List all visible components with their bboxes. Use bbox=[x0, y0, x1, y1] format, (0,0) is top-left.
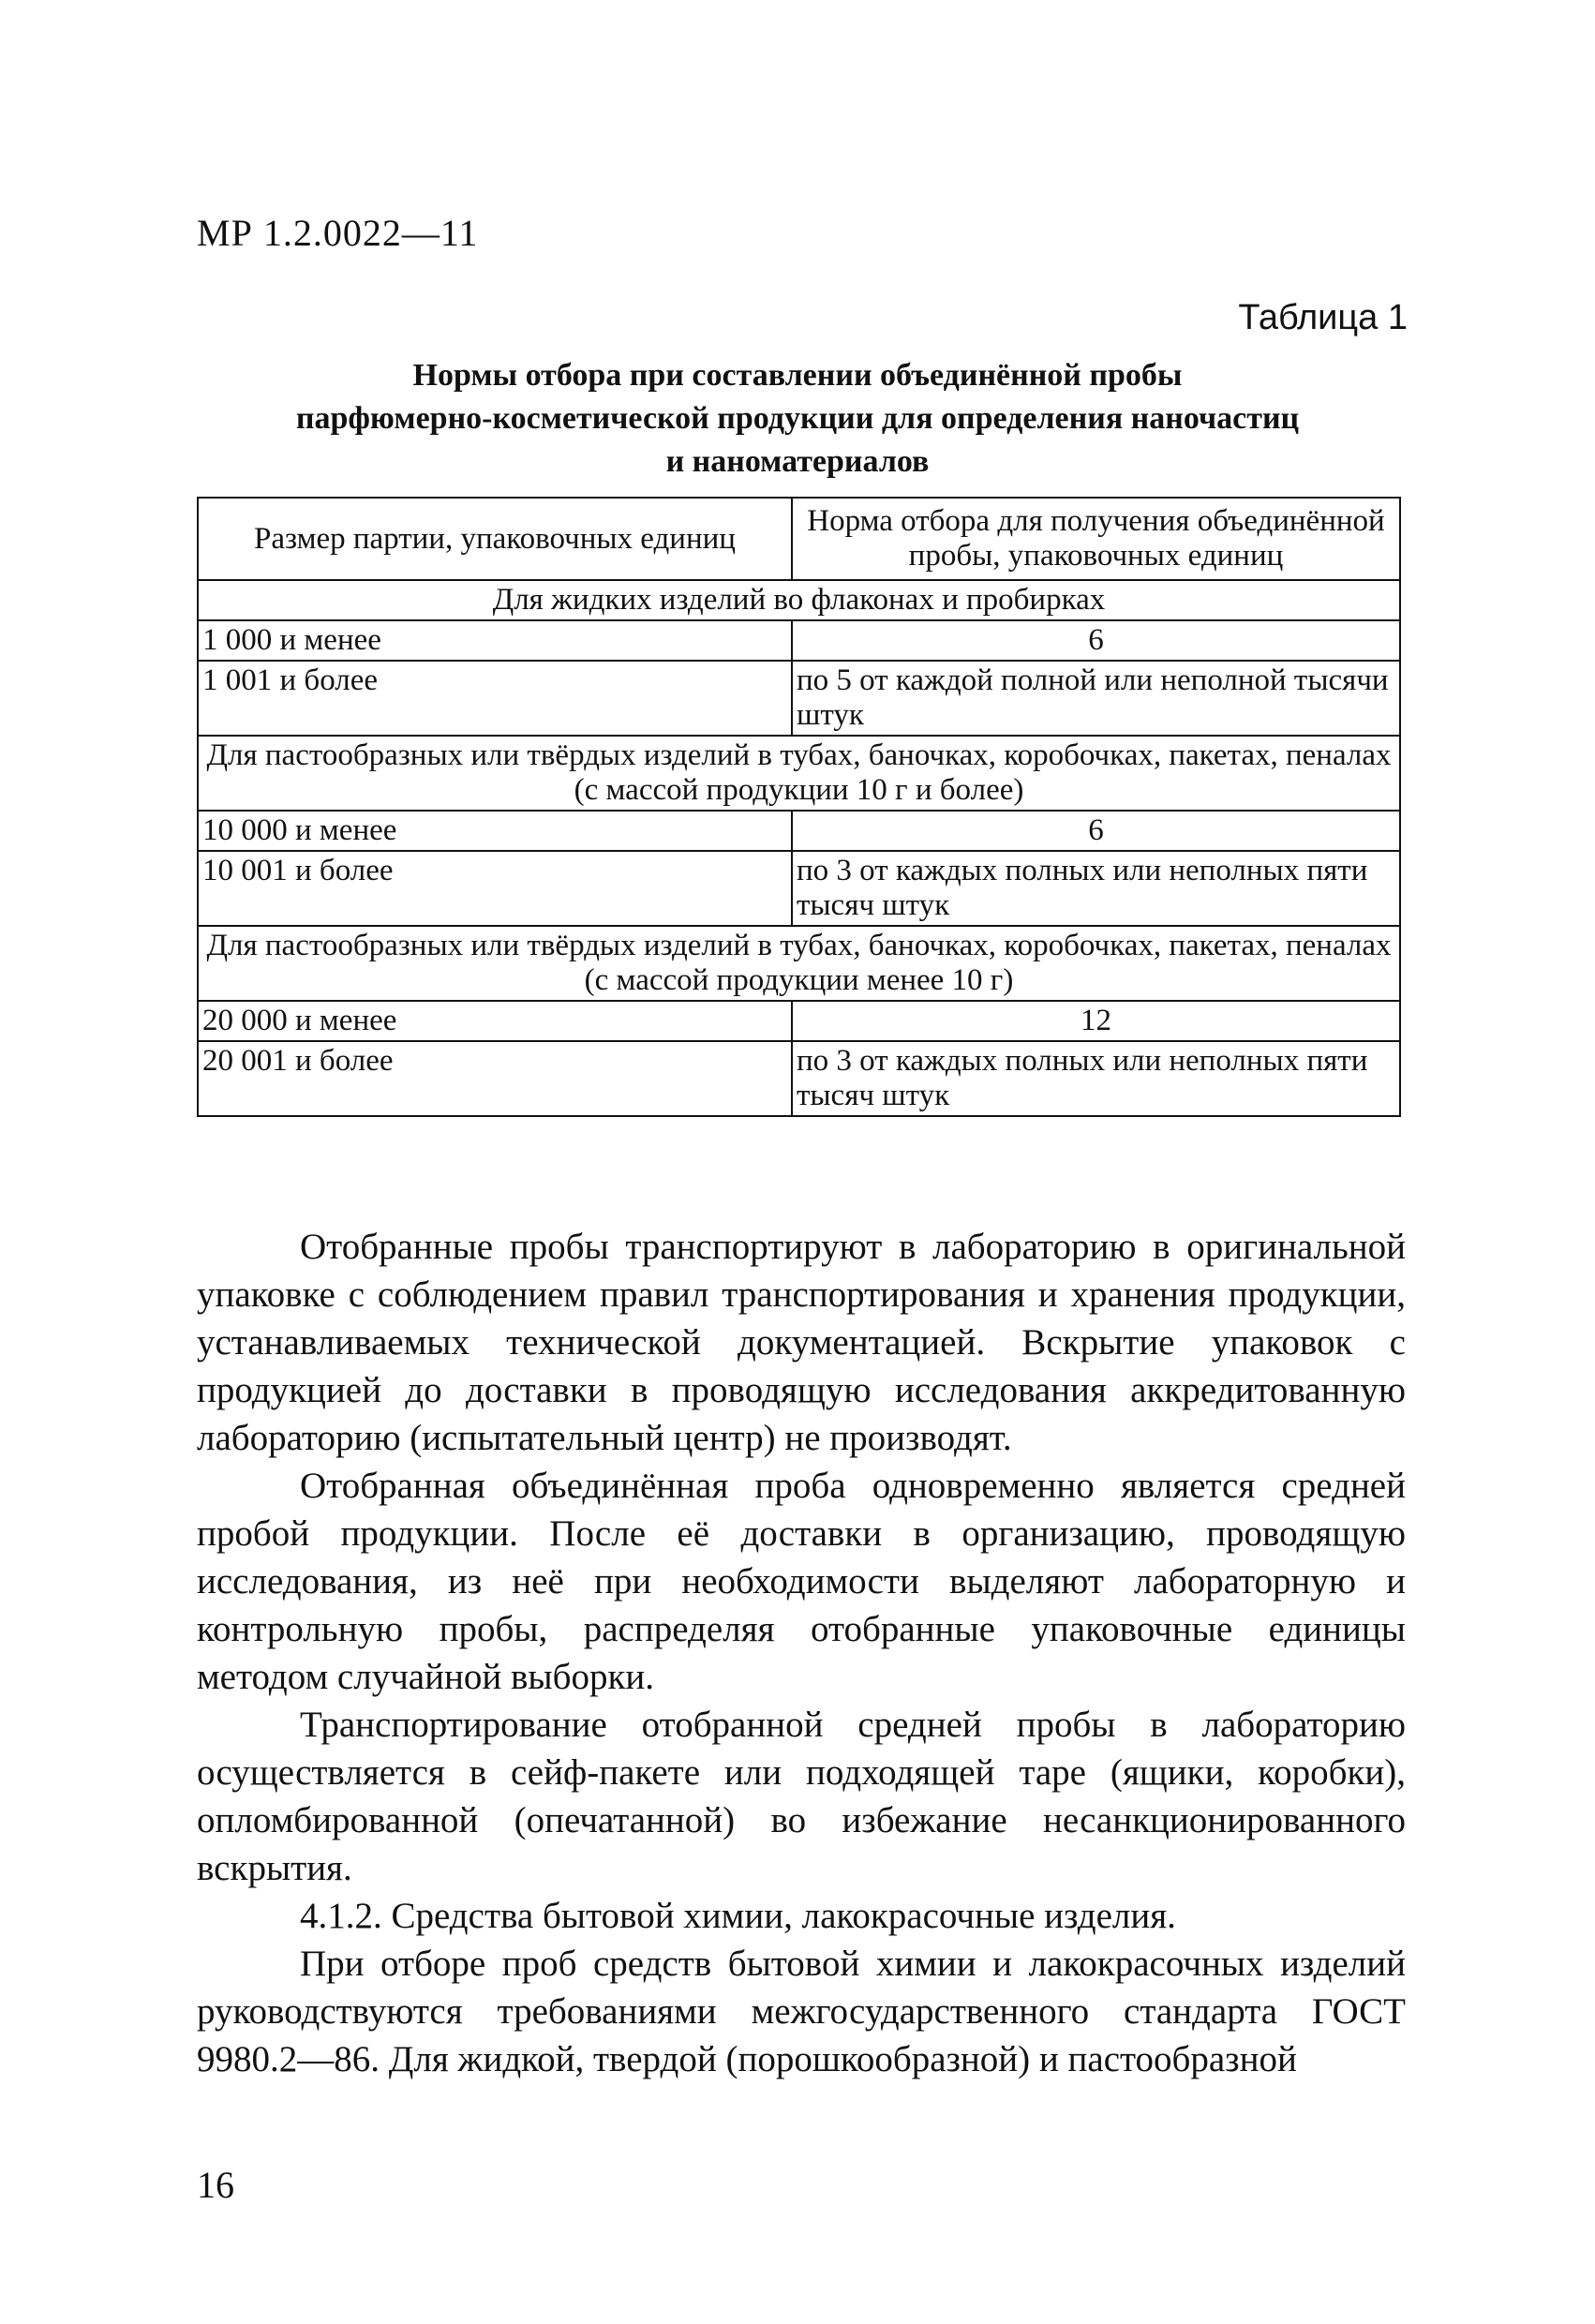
page-number: 16 bbox=[197, 2164, 234, 2206]
paragraph: При отборе проб средств бытовой химии и лакокрасочных изделий руководствуются требованиями межгосударственного стандарта ГОСТ 9980.2—86. Для жидкой, твердой (порошкообразной) и пастообразной bbox=[197, 1944, 1406, 2079]
batch-size-cell: 10 001 и более bbox=[198, 851, 792, 926]
table-title-line: парфюмерно-косметической продукции для определения наночастиц bbox=[295, 401, 1300, 436]
paragraph: Отобранные пробы транспортируют в лабораторию в оригинальной упаковке с соблюдением правил транспортирования и хранения продукции, устанавливаемых технической документацией. Вскрытие упаковок с продукцией до доставки в проводящую исследования аккредитованную лабораторию (испытательный центр) не производят. bbox=[197, 1227, 1406, 1458]
batch-size-cell: 1 001 и более bbox=[198, 661, 792, 736]
group-title-paste-heavy: Для пастообразных или твёрдых изделий в тубах, баночках, коробочках, пакетах, пеналах (с массой продукции 10 г и более) bbox=[198, 736, 1400, 811]
batch-size-cell: 10 000 и менее bbox=[198, 811, 792, 851]
sampling-norm-cell: по 5 от каждой полной или неполной тысячи штук bbox=[792, 661, 1400, 736]
batch-size-cell: 1 000 и менее bbox=[198, 620, 792, 661]
table-title bbox=[169, 354, 1426, 484]
header-batch-size: Размер партии, упаковочных единиц bbox=[198, 498, 792, 580]
table-row bbox=[198, 661, 1400, 736]
sampling-norm-cell: 6 bbox=[792, 620, 1400, 661]
group-title-liquid: Для жидких изделий во флаконах и пробирках bbox=[198, 580, 1400, 620]
table-row bbox=[198, 1041, 1400, 1116]
sampling-norm-cell: по 3 от каждых полных или неполных пяти тысяч штук bbox=[792, 1041, 1400, 1116]
table-row bbox=[198, 811, 1400, 851]
body-text bbox=[197, 1223, 1406, 2083]
table-header-row bbox=[198, 498, 1400, 580]
table-row bbox=[198, 851, 1400, 926]
batch-size-cell: 20 001 и более bbox=[198, 1041, 792, 1116]
table-group-row bbox=[198, 926, 1400, 1001]
table-label: Таблица 1 bbox=[1238, 298, 1408, 337]
document-code: МР 1.2.0022—11 bbox=[197, 212, 479, 254]
table-row bbox=[198, 1001, 1400, 1041]
group-title-paste-light: Для пастообразных или твёрдых изделий в тубах, баночках, коробочках, пакетах, пеналах (с массой продукции менее 10 г) bbox=[198, 926, 1400, 1001]
paragraph: Транспортирование отобранной средней пробы в лабораторию осуществляется в сейф-пакете или подходящей таре (ящики, коробки), опломбированной (опечатанной) во избежание несанкционированного вскрытия. bbox=[197, 1705, 1406, 1888]
table-row bbox=[198, 620, 1400, 661]
table-title-line: Нормы отбора при составлении объединённой пробы bbox=[412, 358, 1183, 393]
sampling-norms-table bbox=[197, 497, 1401, 1117]
sampling-norm-cell: 6 bbox=[792, 811, 1400, 851]
table-group-row bbox=[198, 736, 1400, 811]
header-sampling-norm: Норма отбора для получения объединённой пробы, упаковочных единиц bbox=[792, 498, 1400, 580]
paragraph: Отобранная объединённая проба одновременно является средней пробой продукции. После её доставки в организацию, проводящую исследования, из неё при необходимости выделяют лабораторную и контрольную пробы, распределяя отобранные упаковочные единицы методом случайной выборки. bbox=[197, 1466, 1406, 1697]
section-heading: 4.1.2. Средства бытовой химии, лакокрасочные изделия. bbox=[300, 1896, 1176, 1936]
sampling-norm-cell: по 3 от каждых полных или неполных пяти тысяч штук bbox=[792, 851, 1400, 926]
table-title-line: и наноматериалов bbox=[665, 444, 930, 479]
batch-size-cell: 20 000 и менее bbox=[198, 1001, 792, 1041]
table-group-row bbox=[198, 580, 1400, 620]
sampling-norm-cell: 12 bbox=[792, 1001, 1400, 1041]
